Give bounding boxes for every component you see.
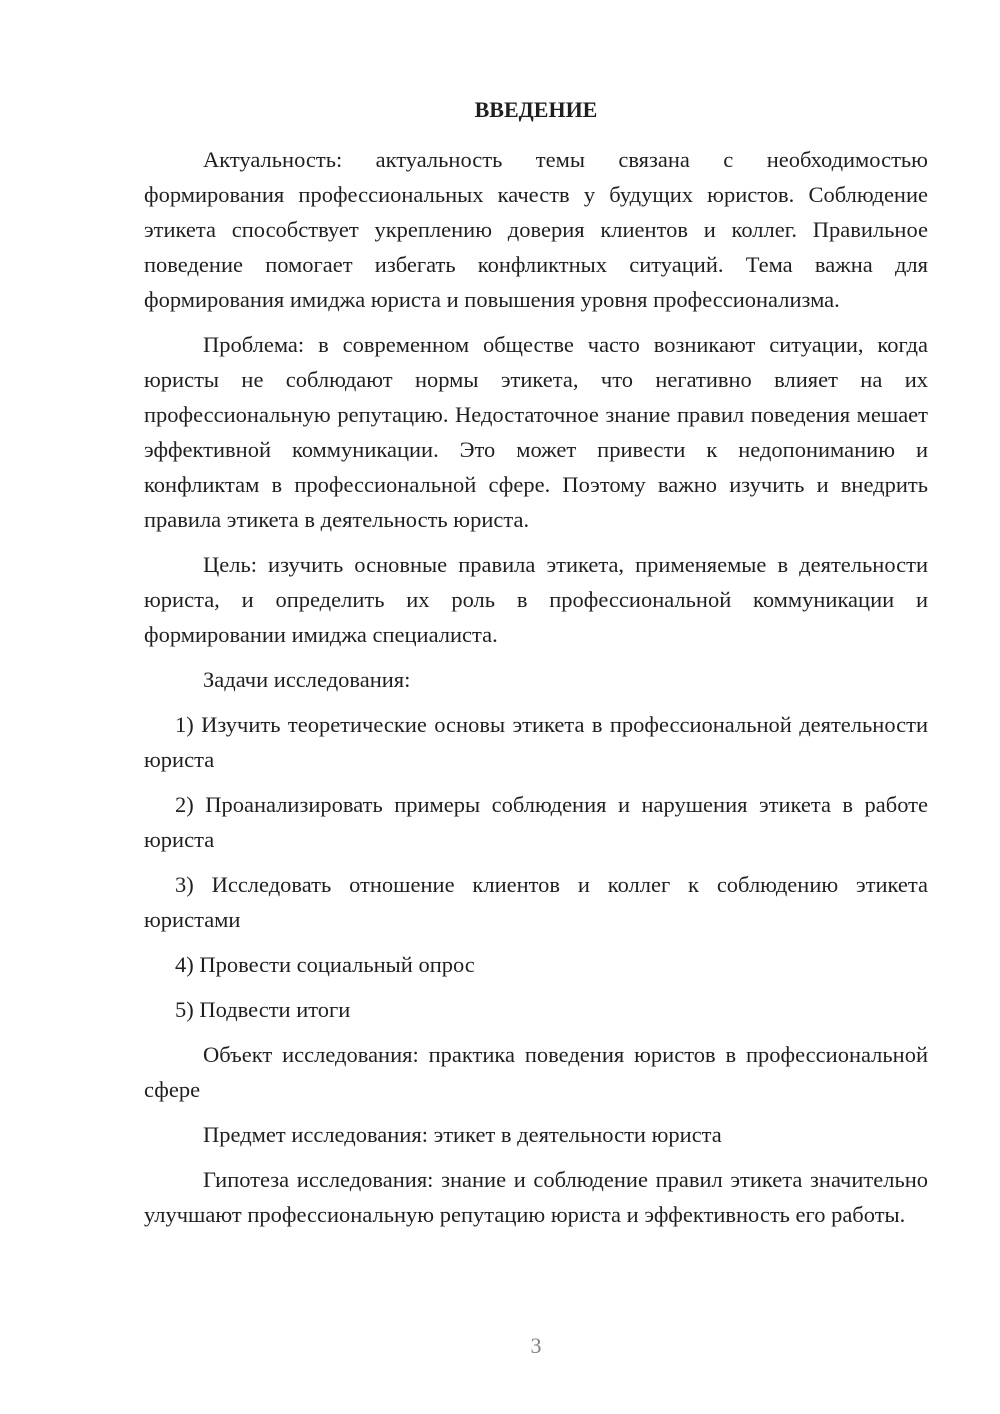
- tasks-heading: Задачи исследования:: [203, 667, 411, 692]
- relevance-paragraph: Актуальность: актуальность темы связана с необходимостью формирования профессиональных качеств у будущих юристов. Соблюдение этикета способствует укреплению доверия клиентов и коллег. Правильное поведение помогает избегать конфликтных ситуаций. Тема важна для формирования имиджа юриста и повышения уровня профессионализма.: [144, 147, 928, 312]
- subject-paragraph: Предмет исследования: этикет в деятельности юриста: [203, 1122, 722, 1147]
- page-number: 3: [530, 1333, 542, 1358]
- problem-paragraph: Проблема: в современном обществе часто возникают ситуации, когда юристы не соблюдают нормы этикета, что негативно влияет на их профессиональную репутацию. Недостаточное знание правил поведения мешает эффективной коммуникации. Это может привести к недопониманию и конфликтам в профессиональной сфере. Поэтому важно изучить и внедрить правила этикета в деятельность юриста.: [144, 332, 928, 532]
- document-page: [144, 94, 928, 1242]
- task-item-4: 4) Провести социальный опрос: [175, 952, 475, 977]
- hypothesis-paragraph: Гипотеза исследования: знание и соблюдение правил этикета значительно улучшают профессиональную репутацию юриста и эффективность его работы.: [144, 1167, 928, 1227]
- object-paragraph: Объект исследования: практика поведения юристов в профессиональной сфере: [144, 1042, 928, 1102]
- goal-paragraph: Цель: изучить основные правила этикета, применяемые в деятельности юриста, и определить их роль в профессиональной коммуникации и формировании имиджа специалиста.: [144, 552, 928, 647]
- task-item-2: 2) Проанализировать примеры соблюдения и нарушения этикета в работе юриста: [144, 792, 928, 852]
- task-item-3: 3) Исследовать отношение клиентов и коллег к соблюдению этикета юристами: [144, 872, 928, 932]
- task-item-1: 1) Изучить теоретические основы этикета в профессиональной деятельности юриста: [144, 712, 928, 772]
- task-item-5: 5) Подвести итоги: [175, 997, 351, 1022]
- section-title: ВВЕДЕНИЕ: [474, 97, 598, 122]
